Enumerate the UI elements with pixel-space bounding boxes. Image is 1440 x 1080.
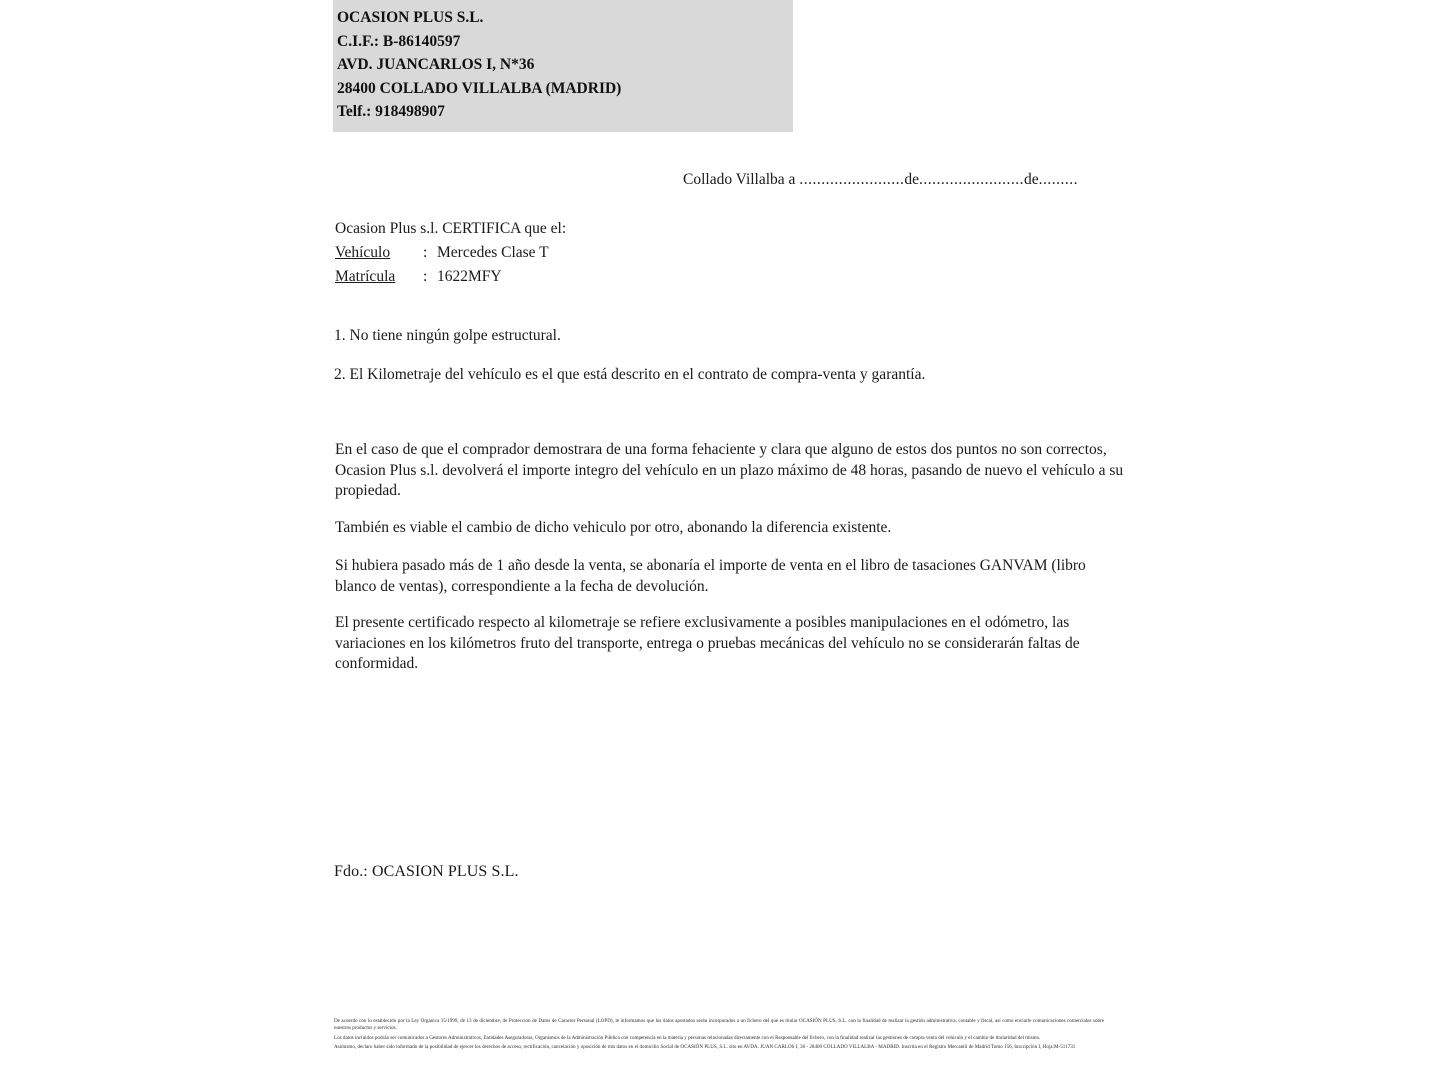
letterhead-city: 28400 COLLADO VILLALBA (MADRID) [337,79,622,97]
vehicle-row [335,241,566,265]
letterhead-cif: C.I.F.: B-86140597 [337,32,461,50]
letterhead-phone: Telf.: 918498907 [337,103,445,120]
certifica-block [335,217,566,289]
certified-point-2: 2. El Kilometraje del vehículo es el que está descrito en el contrato de compra-venta y garantía. [334,366,926,383]
plate-separator: : [423,268,428,285]
dateline-day-blank: ........................ [799,171,905,188]
paragraph-vehicle-exchange: También es viable el cambio de dicho vehiculo por otro, abonando la diferencia existente. [335,519,892,536]
vehicle-separator: : [423,244,428,261]
vehicle-label: Vehículo [335,244,391,261]
legal-paragraph-2: Los datos incluidos podrán ser comunicados a Gestores Administrativos, Entidades Aseguradoras, Organismos de la Administración Pública con competencia en la materia y personas relacionadas directamente con el Responsable del fichero, con la finalidad realizar las gestiones de compra venta del vehículo y el cambio de titularidad del mismo. [334,1034,1041,1041]
certifica-intro: Ocasion Plus s.l. CERTIFICA que el: [335,220,567,237]
dateline-de-1: de [904,171,919,188]
paragraph-refund-terms: En el caso de que el comprador demostrara de una forma fehaciente y clara que alguno de estos dos puntos no son correctos, Ocasion Plus s.l. devolverá el importe integro del vehículo en un plazo máximo de 48 horas, pasando de nuevo el vehículo a su propiedad. [335,441,1124,499]
plate-row [335,265,566,289]
paragraph-odometer-scope: El presente certificado respecto al kilometraje se refiere exclusivamente a posibles manipulaciones en el odómetro, las variaciones en los kilómetros fruto del transporte, entrega o pruebas mecánicas del vehículo no se considerarán faltas de conformidad. [335,614,1080,672]
dateline [683,170,1078,190]
letterhead-block [333,0,793,132]
legal-paragraph-1: De acuerdo con lo establecido por la Ley Orgánica 15/1999, de 13 de diciembre, de Proteccion de Datos de Caracter Personal (LOPD), le informamos que los datos aportados serán incorporados a un fichero del que es titular OCASIÓN PLUS, S.L. con la finalidad de realizar la gestión administrativa, contable y fiscal, así como enviarle comunicaciones comerciales sobre nuestros productos y servicios. [334,1018,1104,1032]
legal-paragraph-3: Asimismo, declaro haber sido informado de la posibilidad de ejercer los derechos de acceso, rectificación, cancelación y oposición de mis datos en el domicilio Social de OCASIÓN PLUS, S.L. sito en AVDA. JUAN CARLOS I, 36 - 28400 COLLADO VILLALBA - MADRID. Inscrita en el Registro Mercantil de Madrid Tomo 156, Inscripción I, Hoja:M-511731 [334,1044,1076,1051]
certified-point-1: 1. No tiene ningún golpe estructural. [334,327,561,344]
plate-label: Matrícula [335,268,396,285]
dateline-year-blank: ......... [1038,171,1078,188]
vehicle-value: Mercedes Clase T [437,244,549,261]
letterhead-company-name: OCASION PLUS S.L. [337,9,484,26]
letterhead-address: AVD. JUANCARLOS I, N*36 [337,56,535,73]
dateline-city: Collado Villalba a [683,171,796,188]
paragraph-ganvam-valuation: Si hubiera pasado más de 1 año desde la venta, se abonaría el importe de venta en el libro de tasaciones GANVAM (libro blanco de ventas), correspondiente a la fecha de devolución. [335,557,1086,595]
dateline-month-blank: ........................ [918,171,1024,188]
legal-footnote [334,1018,1104,1054]
dateline-de-2: de [1023,171,1039,188]
signature-line: Fdo.: OCASION PLUS S.L. [334,863,519,880]
plate-value: 1622MFY [437,268,502,285]
